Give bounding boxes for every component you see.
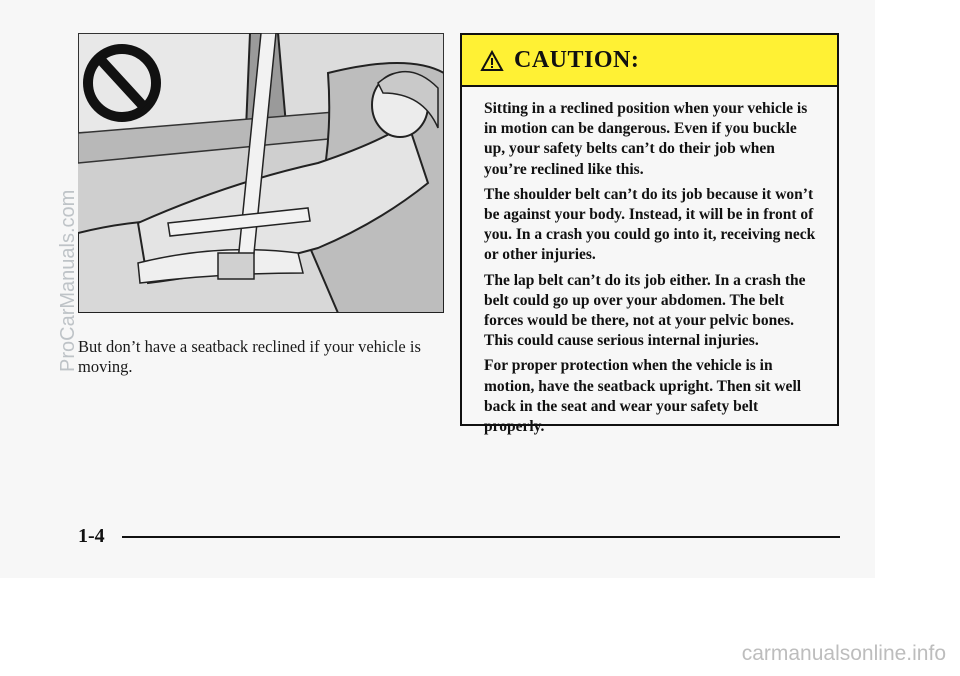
page-number: 1-4: [78, 525, 105, 547]
reclined-passenger-illustration: [78, 33, 444, 313]
footer-rule: [122, 536, 840, 538]
caution-box: [460, 33, 839, 436]
caution-title: CAUTION:: [514, 46, 640, 73]
caution-paragraph: The shoulder belt can’t do its job because it won’t be against your body. Instead, it will be in front of you. In a crash you could go into it, receiving neck or other injuries.: [484, 185, 816, 264]
illustration-drawing: [78, 33, 444, 313]
caution-paragraph: For proper protection when the vehicle is in motion, have the seatback upright. Then sit well back in the seat and wear your safety belt properly.: [484, 357, 802, 436]
warning-triangle-icon: [480, 50, 504, 72]
caution-body: [462, 87, 837, 437]
bottom-watermark: carmanualsonline.info: [741, 642, 946, 665]
side-watermark: ProCarManuals.com: [57, 189, 79, 372]
caution-paragraph: The lap belt can’t do its job either. In a crash the belt could go up over your abdomen. The belt forces would be there, not at your pelvic bones. This could cause serious internal injuries.: [484, 271, 806, 350]
caution-header: [462, 35, 837, 87]
illustration-caption: But don’t have a seatback reclined if your vehicle is moving.: [78, 337, 421, 376]
caution-paragraph: Sitting in a reclined position when your vehicle is in motion can be dangerous. Even if you buckle up, your safety belts can’t do their job when you’re reclined like this.: [484, 100, 808, 178]
